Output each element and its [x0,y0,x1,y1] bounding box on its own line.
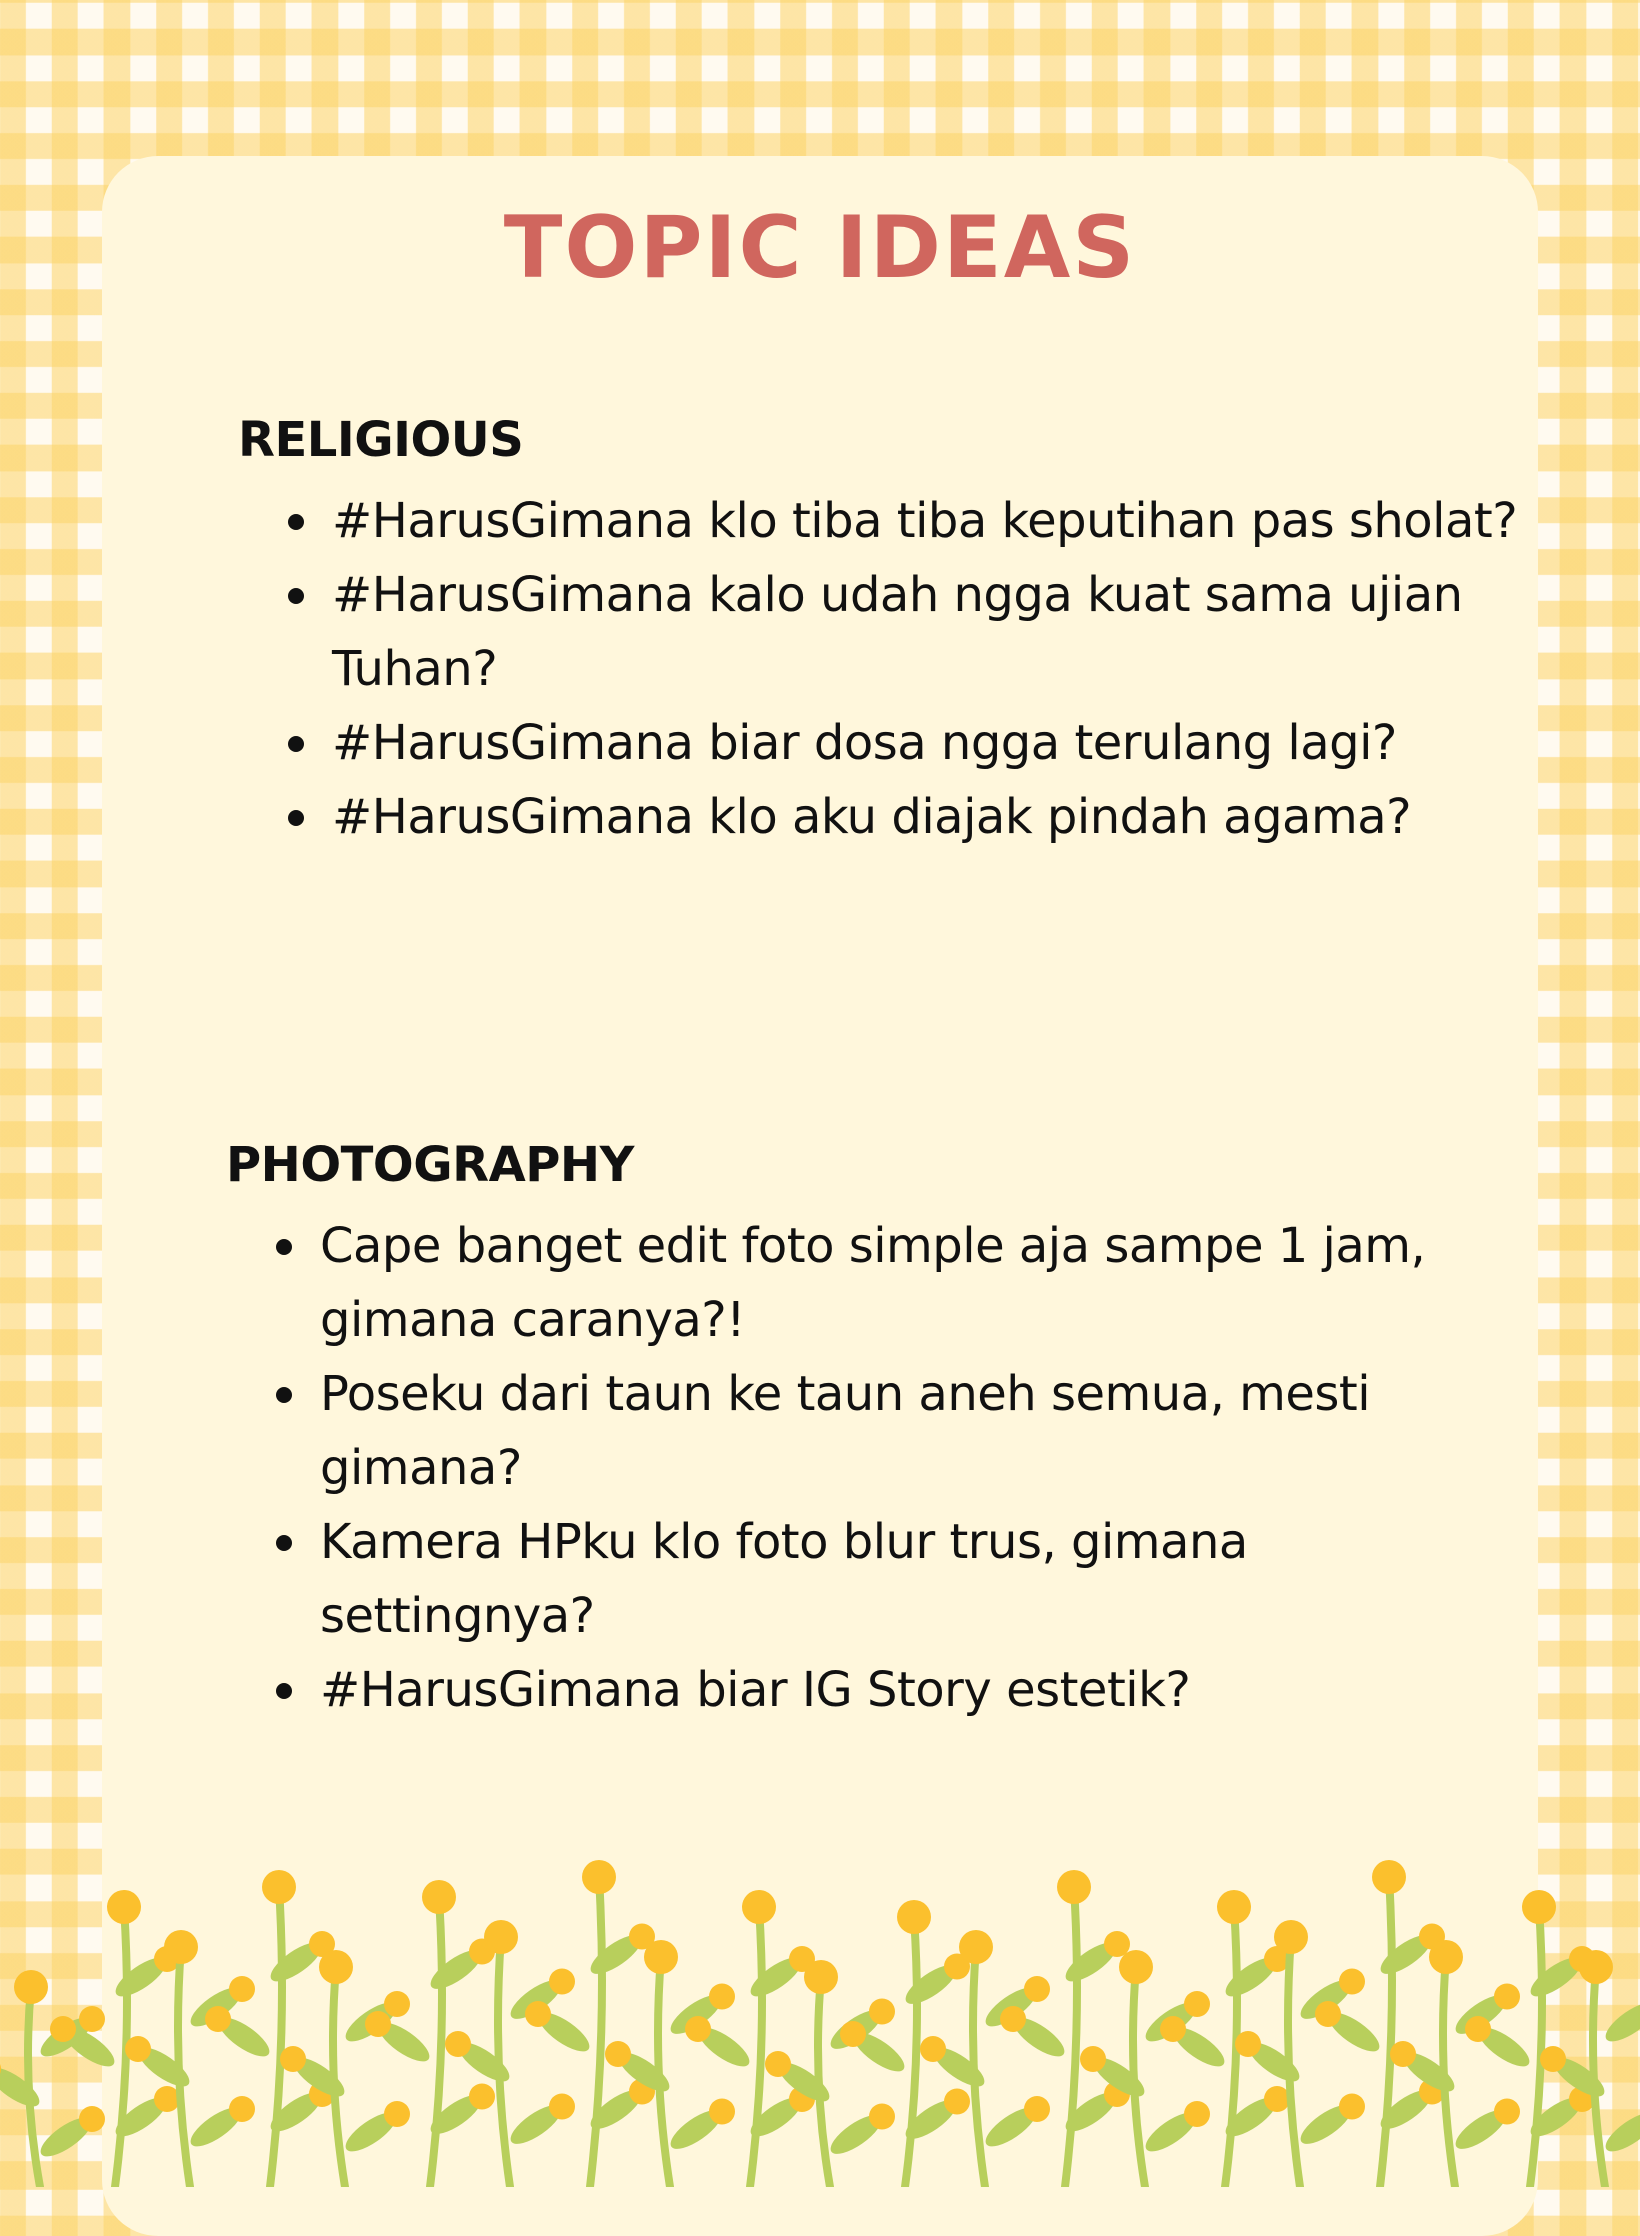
flower-bud [1160,2016,1186,2042]
flower-bud [469,2084,495,2110]
flower-head [1217,1890,1251,1924]
list-item [276,1209,1476,1357]
flower-bud [840,2021,866,2047]
bullet-icon [276,1387,292,1403]
flower-head [582,1860,616,1894]
bullet-icon [288,736,304,752]
flower-bud [125,2036,151,2062]
plant-stem [1225,1907,1237,2187]
list-item-text: Kamera HPku klo foto blur trus, gimana settingnya? [320,1514,1248,1644]
flower-bud [944,2089,970,2115]
flower-head [319,1950,353,1984]
flower-bud [1184,2101,1210,2127]
flower-bud [1315,2001,1341,2027]
flower-bud [229,2096,255,2122]
flower-head [644,1940,678,1974]
plant-stem [590,1877,602,2187]
plant-stem [905,1917,917,2187]
flower-bud [1080,2046,1106,2072]
flower-head [1372,1860,1406,1894]
list-item-text: #HarusGimana kalo udah ngga kuat sama ujian Tuhan? [332,567,1463,697]
leaf-shape [1600,2106,1640,2158]
flower-head [14,1970,48,2004]
flower-bud [1339,1969,1365,1995]
flower-bud [549,1969,575,1995]
bullet-icon [288,514,304,530]
flower-bud [1000,2006,1026,2032]
flower-bud [709,2099,735,2125]
plant-stem [1065,1887,1077,2187]
bullet-icon [288,810,304,826]
plant-stem [1380,1877,1392,2187]
flower-bud [525,2001,551,2027]
flower-bud [205,2006,231,2032]
list-item-text: Cape banget edit foto simple aja sampe 1 jam, gimana caranya?! [320,1218,1426,1348]
list-item [288,558,1518,706]
flower-bud [869,1999,895,2025]
flower-head [262,1870,296,1904]
list-item-text: #HarusGimana biar dosa ngga terulang lagi? [332,715,1397,771]
flower-head [897,1900,931,1934]
bullet-icon [288,588,304,604]
flower-head [1579,1950,1613,1984]
flower-head [107,1890,141,1924]
list-item [276,1653,1476,1727]
plant-group [0,1860,1640,2187]
flower-bud [1184,1991,1210,2017]
flower-bud [920,2036,946,2062]
flower-head [484,1920,518,1954]
flower-bud [50,2016,76,2042]
flower-head [742,1890,776,1924]
flower-bud [1465,2016,1491,2042]
flower-bud [1390,2041,1416,2067]
flower-bud [280,2046,306,2072]
flower-bud [365,2011,391,2037]
list-item-text: Poseku dari taun ke taun aneh semua, mesti gimana? [320,1366,1371,1496]
flower-bud [1339,2094,1365,2120]
flower-head [1057,1870,1091,1904]
flower-bud [869,2104,895,2130]
list-item [288,780,1518,854]
bullet-icon [276,1683,292,1699]
flower-bud [1104,1931,1130,1957]
plant-stem [430,1897,442,2187]
flower-head [1429,1940,1463,1974]
flower-bud [549,2094,575,2120]
section-heading: RELIGIOUS [238,412,524,468]
flower-bud [709,1984,735,2010]
flower-bud [1494,1984,1520,2010]
flower-head [959,1930,993,1964]
flower-bud [384,1991,410,2017]
section-religious [238,410,1518,854]
leaf-shape [1600,1996,1640,2048]
plant-stem [270,1887,282,2187]
flower-bud [1494,2099,1520,2125]
section-photography [226,1135,1476,1727]
flower-bud [605,2041,631,2067]
flower-bud [445,2031,471,2057]
leaf-shape [0,2061,45,2113]
flower-bud [765,2051,791,2077]
topic-list [288,484,1518,854]
flower-bud [79,2006,105,2032]
page-title: TOPIC IDEAS [503,198,1137,298]
list-item-text: #HarusGimana biar IG Story estetik? [320,1662,1191,1718]
list-item [276,1505,1476,1653]
bullet-icon [276,1535,292,1551]
flower-bud [79,2106,105,2132]
flower-border-illustration [0,1860,1640,2187]
flower-bud [384,2101,410,2127]
flower-bud [1540,2046,1566,2072]
bullet-icon [276,1239,292,1255]
section-heading: PHOTOGRAPHY [226,1137,634,1193]
list-item-text: #HarusGimana klo aku diajak pindah agama? [332,789,1412,845]
topic-list [276,1209,1476,1727]
flower-head [1274,1920,1308,1954]
flower-bud [1024,1976,1050,2002]
flower-head [164,1930,198,1964]
flower-head [1119,1950,1153,1984]
flower-bud [1235,2031,1261,2057]
list-item [288,706,1518,780]
flower-head [1522,1890,1556,1924]
flower-bud [685,2016,711,2042]
plant-stem [750,1907,762,2187]
plant-stem [1530,1907,1542,2187]
list-item-text: #HarusGimana klo tiba tiba keputihan pas sholat? [332,493,1518,549]
flower-bud [229,1976,255,2002]
flower-head [804,1960,838,1994]
flower-head [422,1880,456,1914]
list-item [288,484,1518,558]
list-item [276,1357,1476,1505]
flower-bud [1024,2096,1050,2122]
